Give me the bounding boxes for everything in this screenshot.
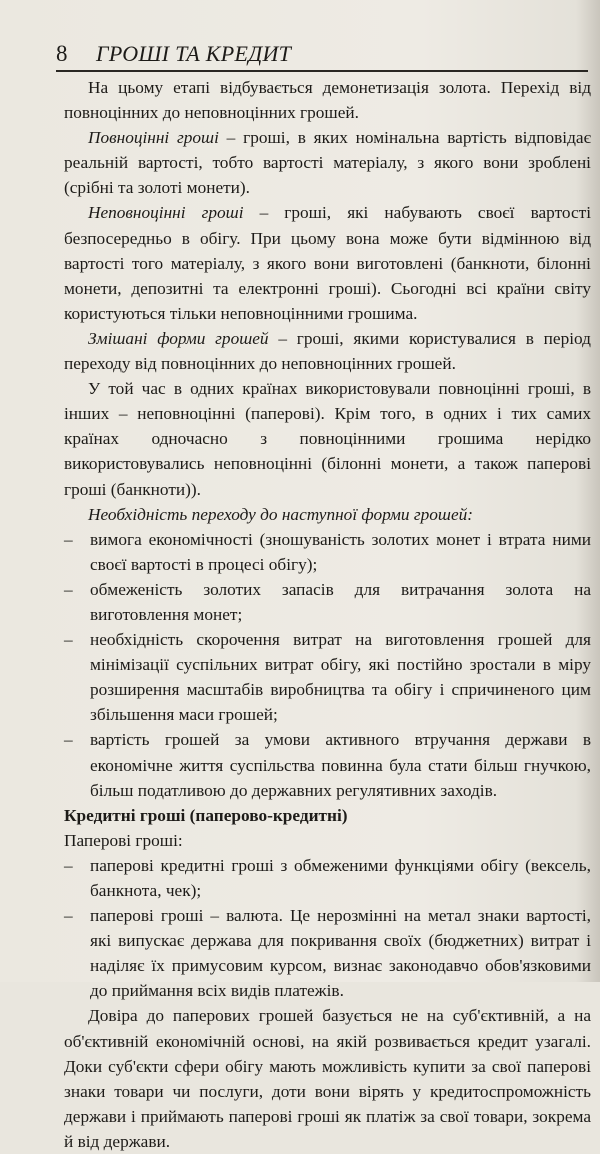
list-item: [64, 727, 591, 802]
paragraph-coexistence: У той час в одних країнах використовували повноцінні гроші, в інших – неповноцінні (паперові). Крім того, в одних і тих самих країнах одночасно з повноцінними грошима нерідко використовувались неповноцінні (білонні монети, а також паперові гроші (банкноти)).: [64, 379, 591, 499]
list-item-text: вимога економічності (зношуваність золотих монет і втрата ними своєї вартості в процесі обігу);: [90, 529, 591, 574]
list-item-text: необхідність скорочення витрат на виготовлення грошей для мінімізації суспільних витрат обігу, які постійно зростали в міру розширення масштабів виробництва та обігу і спричиненого цим збільшення маси грошей;: [90, 630, 591, 725]
necessity-list: [64, 527, 591, 803]
page-header: [56, 40, 556, 68]
paper-money-label: Паперові гроші:: [64, 830, 183, 850]
credit-money-heading: Кредитні гроші (паперово-кредитні): [64, 805, 348, 825]
list-item-text: паперові кредитні гроші з обмеженими функціями обігу (вексель, банкнота, чек);: [90, 855, 591, 900]
paragraph-mixed-money: [64, 326, 591, 376]
list-dash: –: [64, 630, 73, 650]
list-item-text: вартість грошей за умови активного втручання держави в економічне життя суспільства повинна була стати більш гнучкою, більш податливою до державних регулятивних заходів.: [90, 730, 591, 800]
list-dash: –: [64, 855, 73, 875]
list-item: [64, 527, 591, 577]
list-item-text: паперові гроші – валюта. Це нерозмінні на метал знаки вартості, які випускає держава для покривання своїх (бюджетних) витрат і наділяє їх примусовим курсом, визнає законодавчо обов'язковими до приймання всіх видів платежів.: [90, 906, 591, 1001]
paper-money-list: [64, 853, 591, 1004]
page-body: [64, 75, 591, 1154]
list-dash: –: [64, 730, 73, 750]
list-item: [64, 853, 591, 903]
page-number: 8: [56, 41, 68, 66]
list-item: [64, 627, 591, 727]
list-item: [64, 577, 591, 627]
paragraph-demonetization: На цьому етапі відбувається демонетизація золота. Перехід від повноцінних до неповноцінних грошей.: [64, 78, 591, 123]
term-mixed-money: Змішані форми грошей: [88, 328, 269, 348]
header-rule: [56, 70, 588, 72]
term-fiat-money: Неповноцінні гроші: [88, 203, 244, 223]
paragraph-fiat-money: [64, 200, 591, 325]
list-item: [64, 903, 591, 1003]
necessity-heading: Необхідність переходу до наступної форми грошей:: [88, 504, 474, 524]
running-title: ГРОШІ ТА КРЕДИТ: [96, 41, 292, 66]
list-dash: –: [64, 906, 73, 926]
list-dash: –: [64, 579, 73, 599]
paragraph-trust: Довіра до паперових грошей базується не на суб'єктивній, а на об'єктивній економічній основі, на якій розвивається кредит узагалі. Доки суб'єкти сфери обігу мають можливість купити за свої паперові знаки товари чи послуги, доти вони вірять у кредитоспроможність держави і приймають паперові гроші як платіж за свої товари, зокрема й від держави.: [64, 1006, 591, 1151]
definition-mixed-money: – гроші, якими користувалися в період переходу від повноцінних до неповноцінних грошей.: [64, 328, 591, 374]
paragraph-full-value-money: [64, 125, 591, 200]
definition-full-value-money: – гроші, в яких номінальна вартість відповідає реальній вартості, тобто вартості матеріалу, з якого вони зроблені (срібні та золоті монети).: [64, 128, 591, 198]
term-full-value-money: Повноцінні гроші: [88, 128, 219, 148]
definition-fiat-money: – гроші, які набувають своєї вартості безпосередньо в обігу. При цьому вона може бути відмінною від вартості того матеріалу, з якого вони виготовлені (банкноти, білонні монети, депозитні та електронні гроші). Сьогодні всі країни світу користуються тільки неповноцінними грошима.: [64, 203, 592, 323]
list-dash: –: [64, 529, 73, 549]
list-item-text: обмеженість золотих запасів для витрачання золота на виготовлення монет;: [90, 579, 591, 624]
